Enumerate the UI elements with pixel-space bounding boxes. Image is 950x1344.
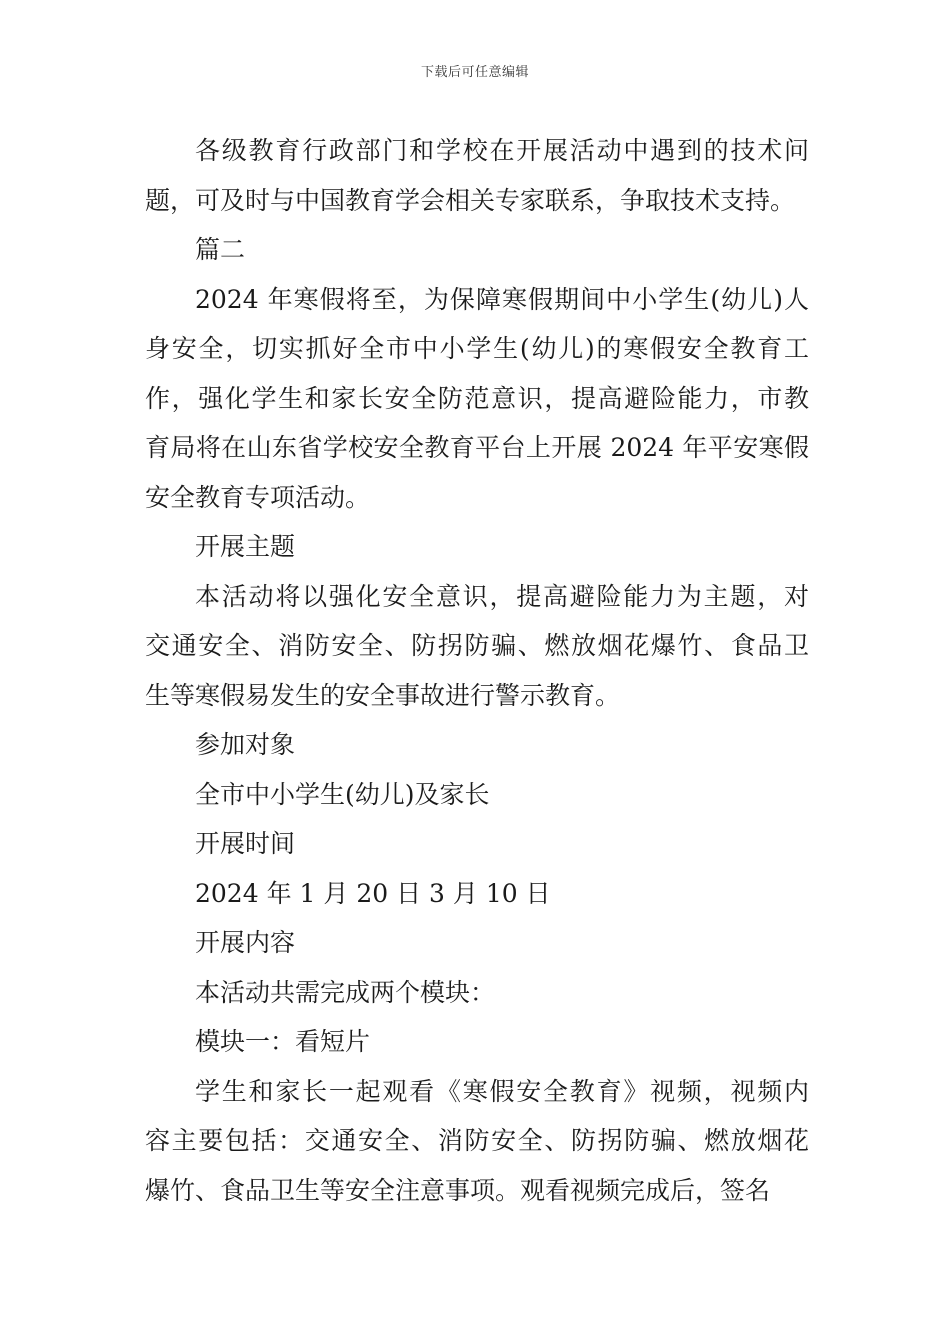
paragraph <box>145 1067 809 1216</box>
paragraph-line: 题，可及时与中国教育学会相关专家联系，争取技术支持。 <box>145 185 796 215</box>
paragraph-line: 爆竹、食品卫生等安全注意事项。观看视频完成后，签名 <box>145 1175 771 1205</box>
paragraph-line: 篇二 <box>195 235 246 264</box>
paragraph <box>145 819 809 869</box>
paragraph-line: 育局将在山东省学校安全教育平台上开展 2024 年平安寒假 <box>145 433 809 462</box>
paragraph-line: 模块一：看短片 <box>195 1027 371 1056</box>
paragraph-line: 生等寒假易发生的安全事故进行警示教育。 <box>145 680 621 710</box>
paragraph-line: 作，强化学生和家长安全防范意识，提高避险能力，市教 <box>145 383 809 413</box>
paragraph <box>145 275 809 523</box>
paragraph-line: 开展主题 <box>195 532 296 561</box>
paragraph-line: 2024 年寒假将至，为保障寒假期间中小学生(幼儿)人 <box>195 284 809 314</box>
paragraph-line: 交通安全、消防安全、防拐防骗、燃放烟花爆竹、食品卫 <box>145 631 809 660</box>
paragraph-line: 本活动共需完成两个模块： <box>195 977 496 1007</box>
paragraph <box>145 522 809 572</box>
paragraph <box>145 968 809 1018</box>
paragraph-line: 学生和家长一起观看《寒假安全教育》视频，视频内 <box>195 1076 809 1106</box>
paragraph-line: 开展内容 <box>195 928 296 957</box>
paragraph <box>145 572 809 721</box>
paragraph-line: 容主要包括：交通安全、消防安全、防拐防骗、燃放烟花 <box>145 1126 809 1155</box>
paragraph-line: 2024 年 1 月 20 日 3 月 10 日 <box>195 878 551 908</box>
paragraph-line: 参加对象 <box>195 730 296 759</box>
paragraph <box>145 869 809 919</box>
paragraph <box>145 770 809 820</box>
paragraph-line: 本活动将以强化安全意识，提高避险能力为主题，对 <box>195 581 809 611</box>
paragraph-line: 安全教育专项活动。 <box>145 482 371 512</box>
document-body <box>145 126 809 1215</box>
paragraph <box>145 225 809 275</box>
paragraph-line: 身安全，切实抓好全市中小学生(幼儿)的寒假安全教育工 <box>145 334 809 363</box>
paragraph <box>145 126 809 225</box>
paragraph <box>145 918 809 968</box>
paragraph <box>145 1017 809 1067</box>
paragraph-line: 开展时间 <box>195 829 296 858</box>
page-header: 下载后可任意编辑 <box>420 65 529 80</box>
paragraph-line: 各级教育行政部门和学校在开展活动中遇到的技术问 <box>195 136 809 165</box>
paragraph-line: 全市中小学生(幼儿)及家长 <box>195 779 490 809</box>
paragraph <box>145 720 809 770</box>
